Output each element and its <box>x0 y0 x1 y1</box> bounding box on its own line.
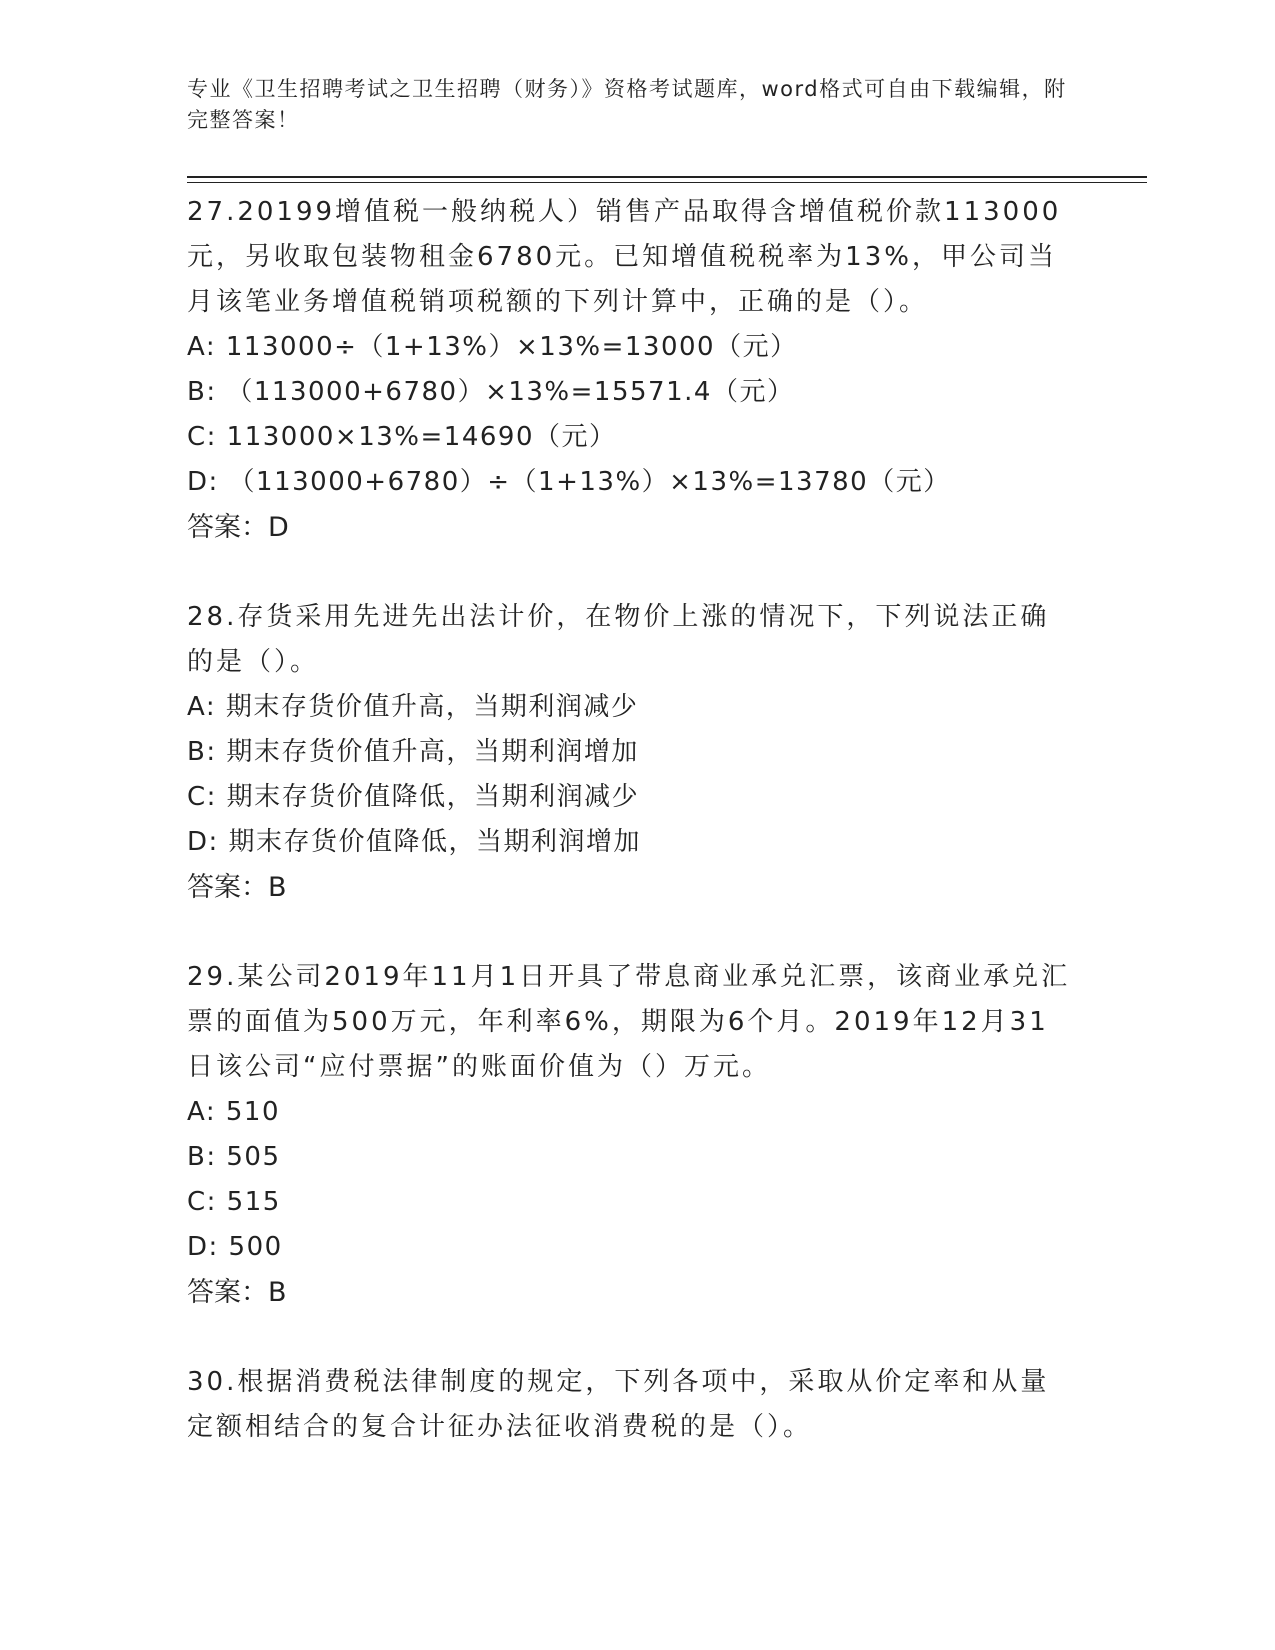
answer: 答案：B <box>187 872 287 903</box>
option-c: C: 期末存货价值降低，当期利润减少 <box>187 782 640 812</box>
option-d: D: （113000+6780）÷（1+13%）×13%=13780（元） <box>187 467 951 497</box>
option-b: B: 期末存货价值升高，当期利润增加 <box>187 737 639 767</box>
option-d: D: 500 <box>187 1232 283 1262</box>
spacer <box>187 910 1077 955</box>
option-d: D: 期末存货价值降低，当期利润增加 <box>187 827 642 857</box>
spacer <box>187 1315 1077 1360</box>
answer: 答案：B <box>187 1277 287 1308</box>
question-28 <box>187 595 1077 910</box>
question-stem: 29.某公司2019年11月1日开具了带息商业承兑汇票，该商业承兑汇票的面值为500万元，年利率6%，期限为6个月。2019年12月31日该公司“应付票据”的账面价值为（）万元。 <box>187 962 1071 1082</box>
option-c: C: 113000×13%=14690（元） <box>187 422 617 452</box>
question-30 <box>187 1360 1077 1450</box>
option-b: B: （113000+6780）×13%=15571.4（元） <box>187 377 795 407</box>
option-a: A: 510 <box>187 1097 280 1127</box>
question-stem: 30.根据消费税法律制度的规定，下列各项中，采取从价定率和从量定额相结合的复合计征办法征收消费税的是（）。 <box>187 1367 1050 1442</box>
option-b: B: 505 <box>187 1142 281 1172</box>
question-29 <box>187 955 1077 1315</box>
spacer <box>187 550 1077 595</box>
option-a: A: 期末存货价值升高，当期利润减少 <box>187 692 639 722</box>
header-rule-thin <box>187 182 1147 183</box>
answer: 答案：D <box>187 512 289 543</box>
option-c: C: 515 <box>187 1187 281 1217</box>
option-a: A: 113000÷（1+13%）×13%=13000（元） <box>187 332 798 362</box>
question-list <box>187 190 1077 1450</box>
header-rule-thick <box>187 176 1147 178</box>
page-header: 专业《卫生招聘考试之卫生招聘（财务）》资格考试题库，word格式可自由下载编辑，附完整答案！ <box>187 77 1067 132</box>
question-27 <box>187 190 1077 550</box>
question-stem: 28.存货采用先进先出法计价，在物价上涨的情况下，下列说法正确的是（）。 <box>187 602 1050 677</box>
question-stem: 27.20199增值税一般纳税人）销售产品取得含增值税价款113000元，另收取包装物租金6780元。已知增值税税率为13%，甲公司当月该笔业务增值税销项税额的下列计算中，正确的是（）。 <box>187 197 1062 317</box>
